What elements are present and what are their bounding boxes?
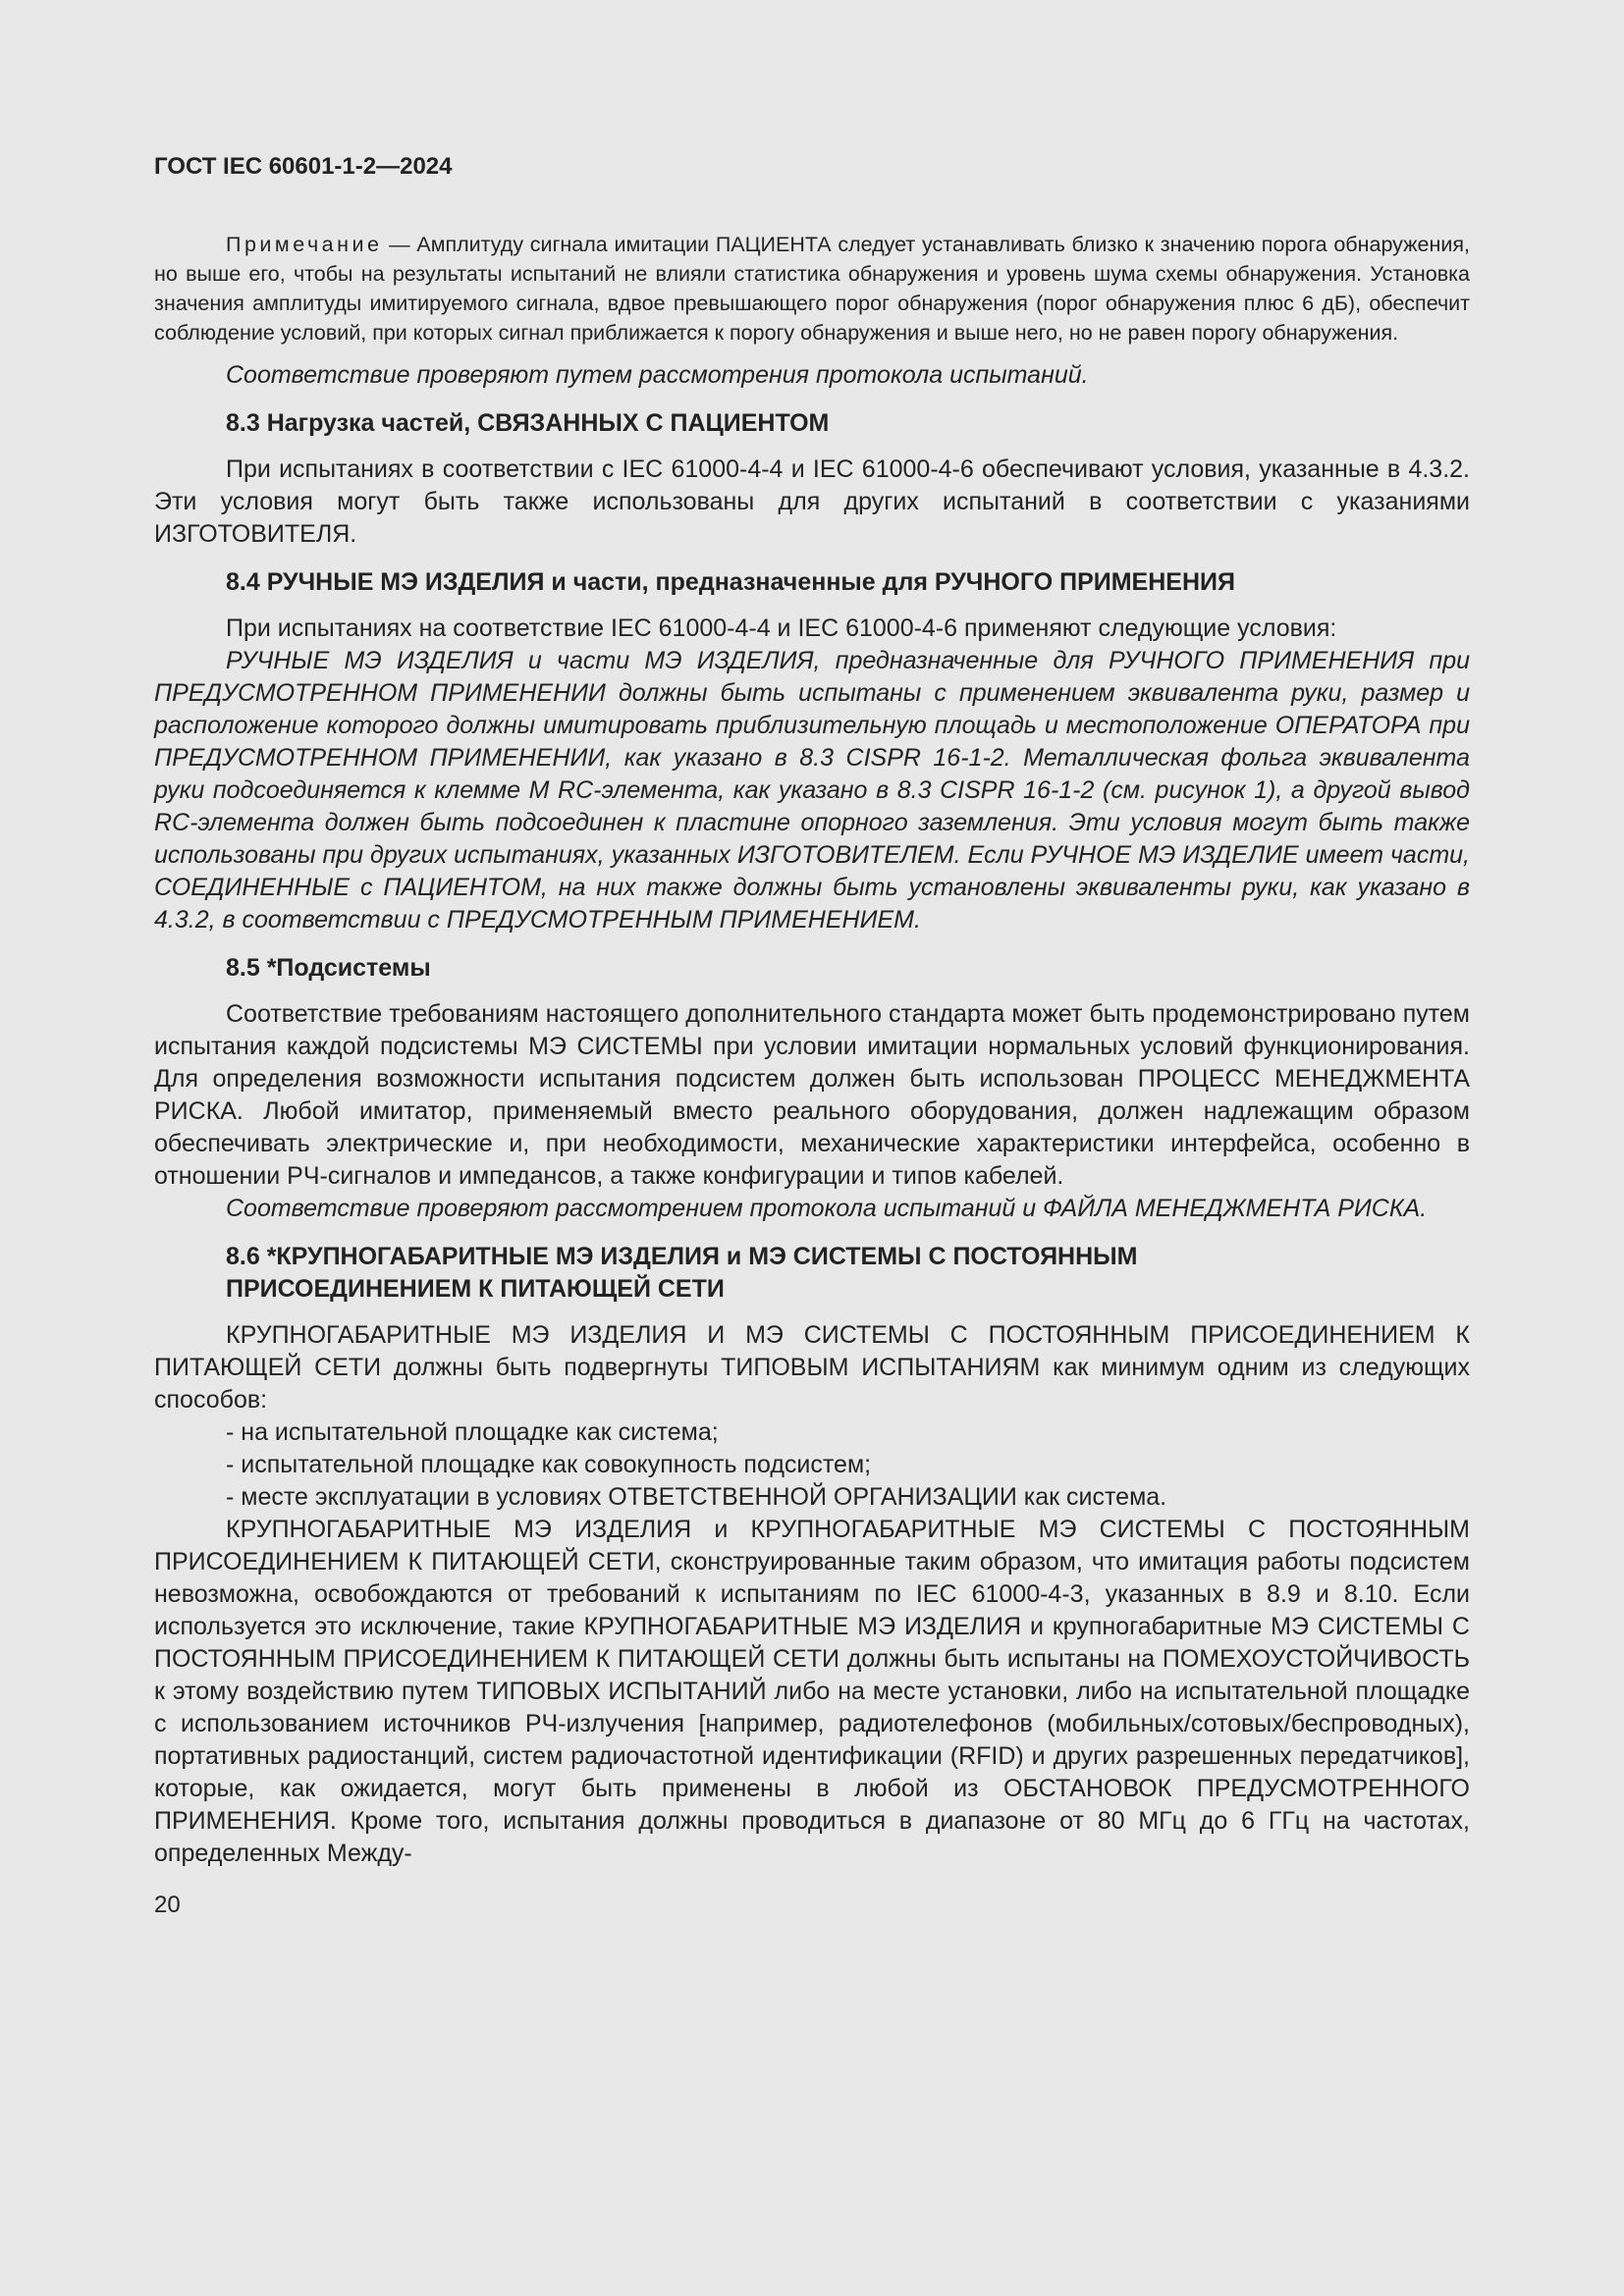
section-8-5-heading: 8.5 *Подсистемы xyxy=(226,954,431,982)
page-number: 20 xyxy=(154,1892,181,1918)
section-8-3-heading: 8.3 Нагрузка частей, СВЯЗАННЫХ С ПАЦИЕНТОМ xyxy=(226,409,830,437)
section-8-4-paragraph-2: РУЧНЫЕ МЭ ИЗДЕЛИЯ и части МЭ ИЗДЕЛИЯ, предназначенные для РУЧНОГО ПРИМЕНЕНИЯ при ПРЕДУСМОТРЕННОМ ПРИМЕНЕНИИ должны быть испытаны с применением эквивалента руки, размер и расположение которого должны имитировать приблизительную площадь и местоположение ОПЕРАТОРА при ПРЕДУСМОТРЕННОМ ПРИМЕНЕНИИ, как указано в 8.3 CISPR 16-1-2. Металлическая фольга эквивалента руки подсоединяется к клемме М RC-элемента, как указано в 8.3 CISPR 16-1-2 (см. рисунок 1), а другой вывод RC-элемента должен быть подсоединен к пластине опорного заземления. Эти условия могут быть также использованы при других испытаниях, указанных ИЗГОТОВИТЕЛЕМ. Если РУЧНОЕ МЭ ИЗДЕЛИЕ имеет части, СОЕДИНЕННЫЕ с ПАЦИЕНТОМ, на них также должны быть установлены эквиваленты руки, как указано в 4.3.2, в соответствии с ПРЕДУСМОТРЕННЫМ ПРИМЕНЕНИЕМ. xyxy=(154,647,1470,934)
section-8-6-paragraph-1: КРУПНОГАБАРИТНЫЕ МЭ ИЗДЕЛИЯ И МЭ СИСТЕМЫ С ПОСТОЯННЫМ ПРИСОЕДИНЕНИЕМ К ПИТАЮЩЕЙ СЕТИ должны быть подвергнуты ТИПОВЫМ ИСПЫТАНИЯМ как минимум одним из следующих способов: xyxy=(154,1321,1470,1414)
list-item: - месте эксплуатации в условиях ОТВЕТСТВЕННОЙ ОРГАНИЗАЦИИ как система. xyxy=(226,1483,1167,1511)
section-8-3-paragraph: При испытаниях в соответствии с IEC 61000-4-4 и IEC 61000-4-6 обеспечивают условия, указанные в 4.3.2. Эти условия могут быть также использованы для других испытаний в соответствии с указаниями ИЗГОТОВИТЕЛЯ. xyxy=(154,455,1470,548)
section-8-6-heading-line-1: 8.6 *КРУПНОГАБАРИТНЫЕ МЭ ИЗДЕЛИЯ и МЭ СИСТЕМЫ С ПОСТОЯННЫМ xyxy=(226,1243,1138,1270)
section-8-4-paragraph-1: При испытаниях на соответствие IEC 61000-4-4 и IEC 61000-4-6 применяют следующие условия: xyxy=(226,614,1337,642)
compliance-statement-1: Соответствие проверяют путем рассмотрения протокола испытаний. xyxy=(226,361,1089,389)
note-text: — Амплитуду сигнала имитации ПАЦИЕНТА следует устанавливать близко к значению порога обнаружения, но выше его, чтобы на результаты испытаний не влияли статистика обнаружения и уровень шума схемы обнаружения. Установка значения амплитуды имитируемого сигнала, вдвое превышающего порог обнаружения (порог обнаружения плюс 6 дБ), обеспечит соблюдение условий, при которых сигнал приближается к порогу обнаружения и выше него, но не равен порогу обнаружения. xyxy=(154,233,1470,345)
section-8-4-heading: 8.4 РУЧНЫЕ МЭ ИЗДЕЛИЯ и части, предназначенные для РУЧНОГО ПРИМЕНЕНИЯ xyxy=(226,568,1235,596)
section-8-6-heading xyxy=(154,1241,1470,1306)
note-label: Примечание xyxy=(226,233,383,256)
list-item: - на испытательной площадке как система; xyxy=(226,1418,719,1446)
list-item: - испытательной площадке как совокупность подсистем; xyxy=(226,1451,872,1478)
section-8-6-paragraph-2: КРУПНОГАБАРИТНЫЕ МЭ ИЗДЕЛИЯ и КРУПНОГАБАРИТНЫЕ МЭ СИСТЕМЫ С ПОСТОЯННЫМ ПРИСОЕДИНЕНИЕМ К ПИТАЮЩЕЙ СЕТИ, сконструированные таким образом, что имитация работы подсистем невозможна, освобождаются от требований к испытаниям по IEC 61000-4-3, указанных в 8.9 и 8.10. Если используется это исключение, такие КРУПНОГАБАРИТНЫЕ МЭ ИЗДЕЛИЯ и крупногабаритные МЭ СИСТЕМЫ С ПОСТОЯННЫМ ПРИСОЕДИНЕНИЕМ К ПИТАЮЩЕЙ СЕТИ должны быть испытаны на ПОМЕХОУСТОЙЧИВОСТЬ к этому воздействию путем ТИПОВЫХ ИСПЫТАНИЙ либо на месте установки, либо на испытательной площадке с использованием источников РЧ-излучения [например, радиотелефонов (мобильных/сотовых/беспроводных), портативных радиостанций, систем радиочастотной идентификации (RFID) и других разрешенных передатчиков], которые, как ожидается, могут быть применены в любой из ОБСТАНОВОК ПРЕДУСМОТРЕННОГО ПРИМЕНЕНИЯ. Кроме того, испытания должны проводиться в диапазоне от 80 МГц до 6 ГГц на частотах, определенных Между- xyxy=(154,1516,1470,1867)
section-8-5-paragraph: Соответствие требованиям настоящего дополнительного стандарта может быть продемонстрировано путем испытания каждой подсистемы МЭ СИСТЕМЫ при условии имитации нормальных условий функционирования. Для определения возможности испытания подсистем должен быть использован ПРОЦЕСС МЕНЕДЖМЕНТА РИСКА. Любой имитатор, применяемый вместо реального оборудования, должен надлежащим образом обеспечивать электрические и, при необходимости, механические характеристики интерфейса, особенно в отношении РЧ-сигналов и импедансов, а также конфигурации и типов кабелей. xyxy=(154,1000,1470,1190)
test-location-list xyxy=(154,1416,1470,1514)
note-paragraph xyxy=(154,230,1470,347)
section-8-5-compliance: Соответствие проверяют рассмотрением протокола испытаний и ФАЙЛА МЕНЕДЖМЕНТА РИСКА. xyxy=(226,1195,1428,1222)
running-header: ГОСТ IEC 60601-1-2—2024 xyxy=(154,153,453,180)
section-8-6-heading-line-2: ПРИСОЕДИНЕНИЕМ К ПИТАЮЩЕЙ СЕТИ xyxy=(226,1275,725,1303)
